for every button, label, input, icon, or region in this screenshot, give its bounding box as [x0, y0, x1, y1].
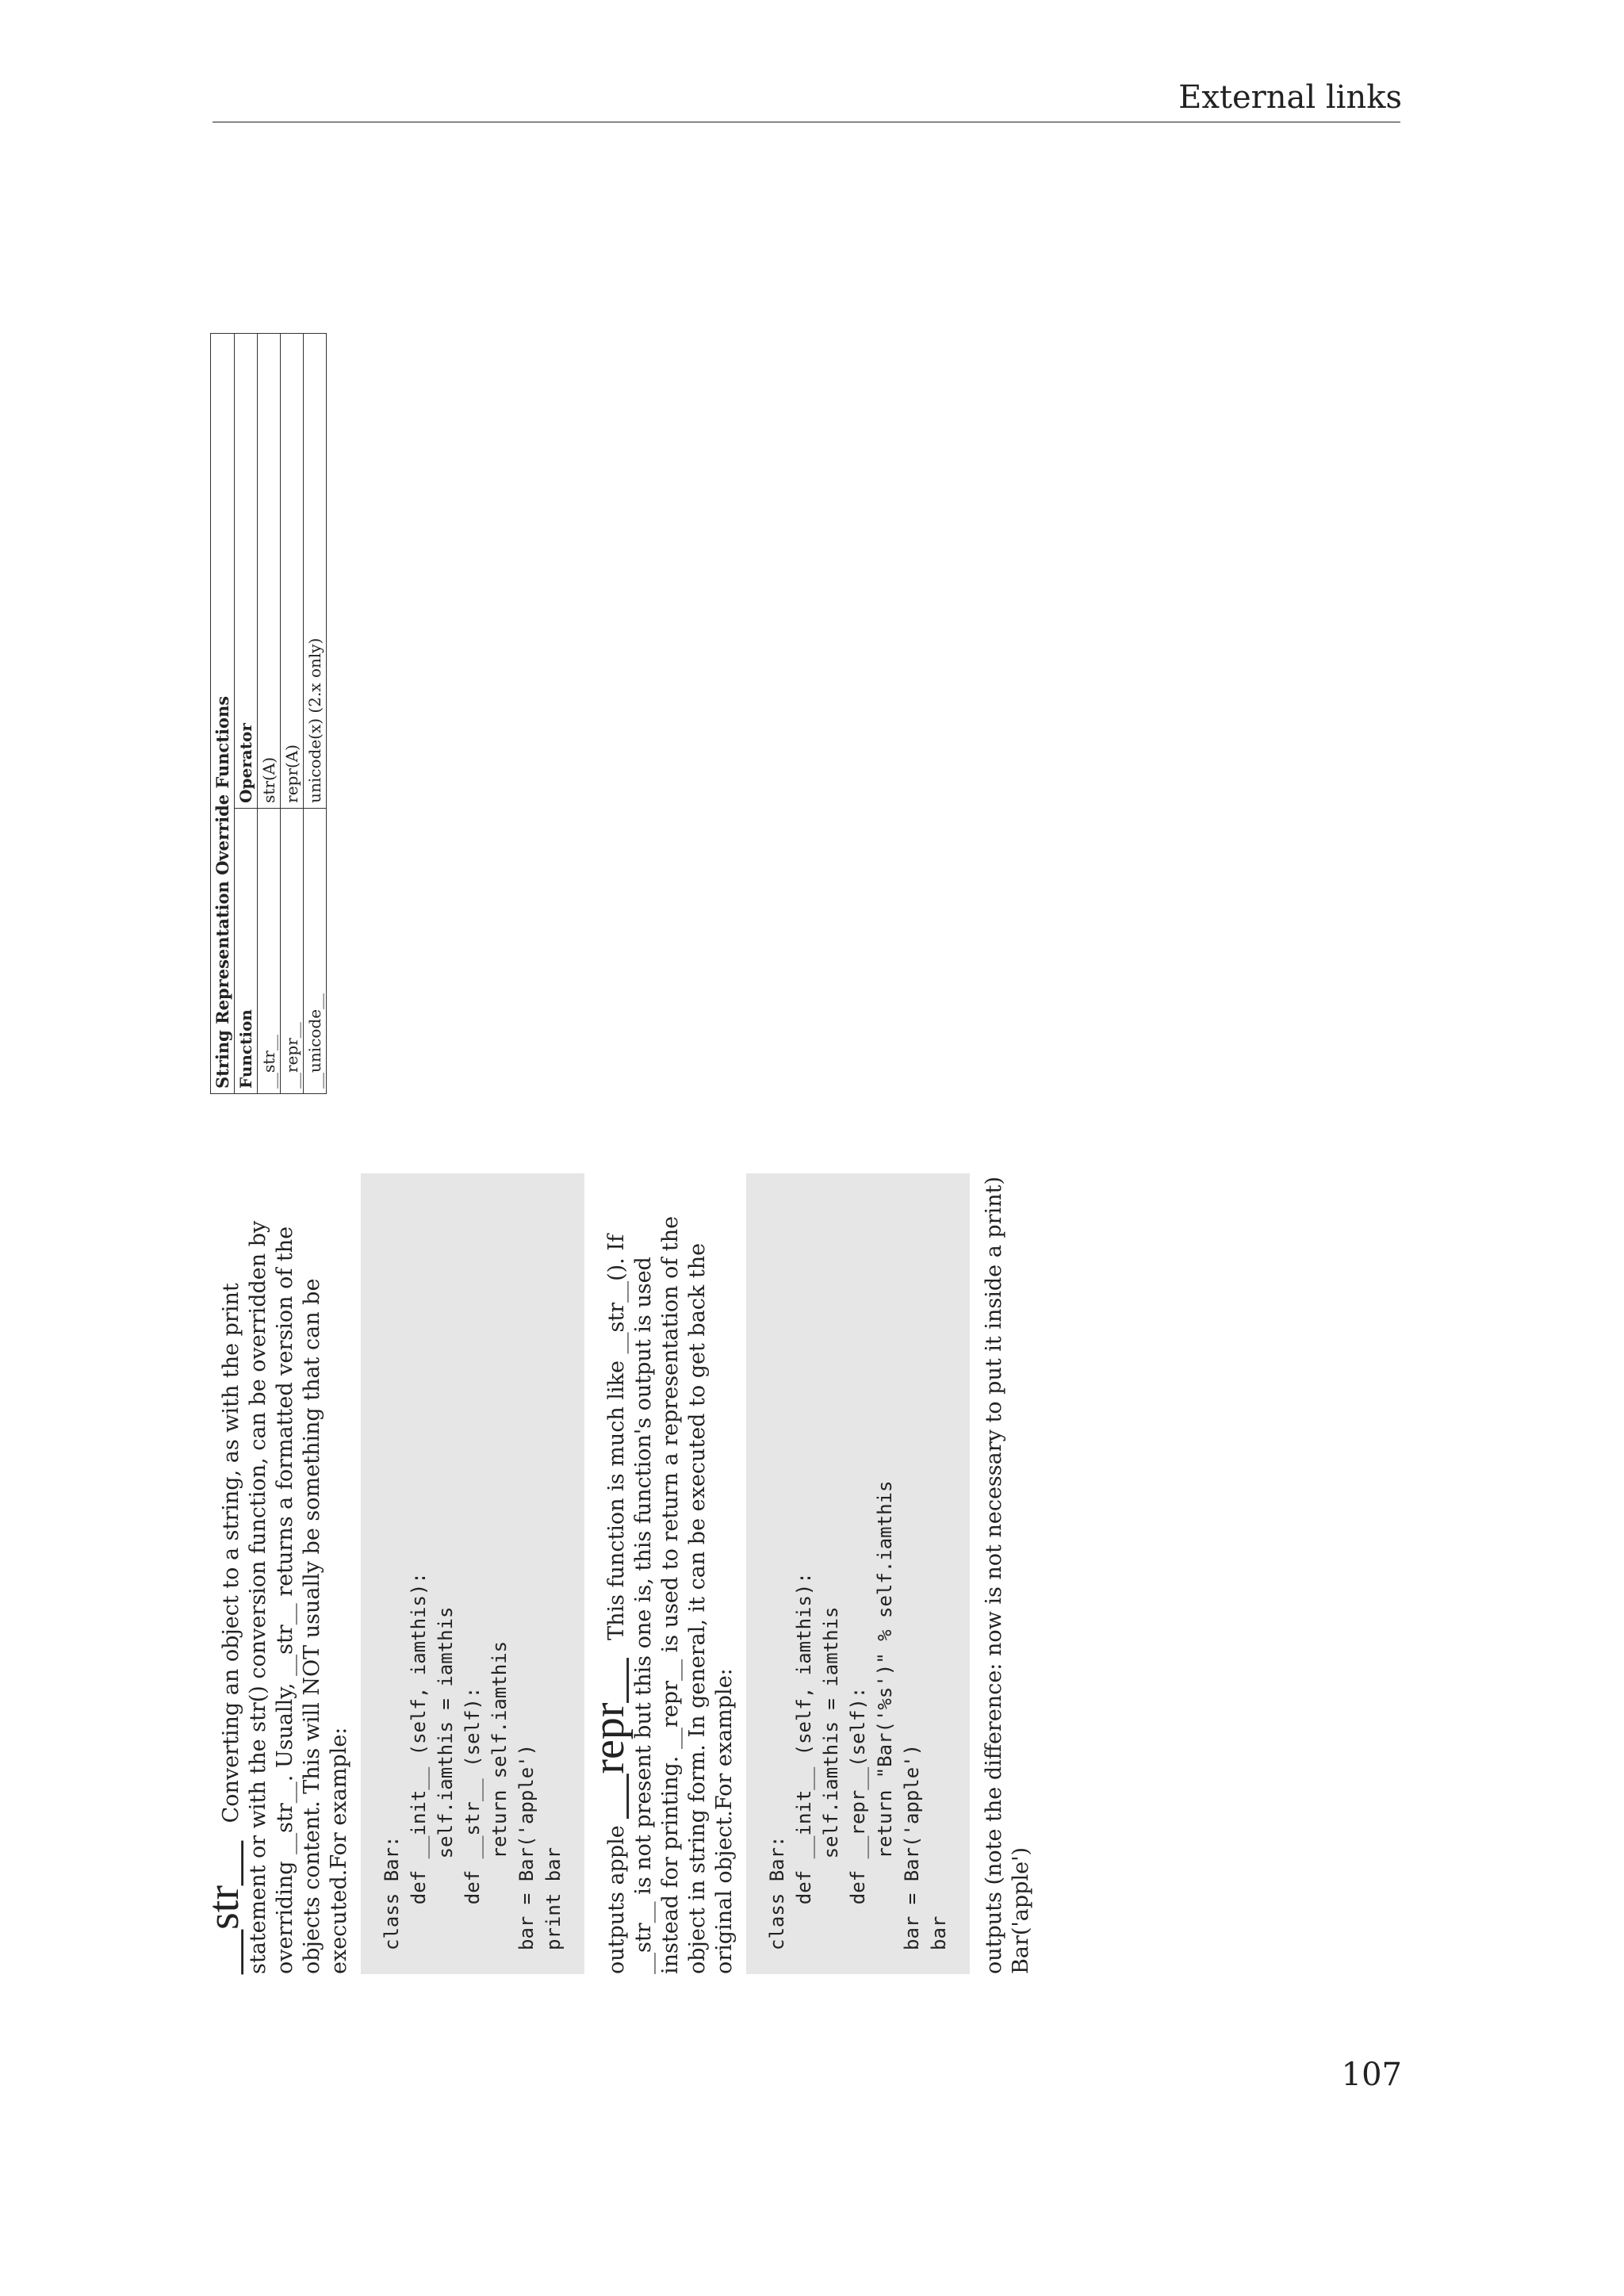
table-cell: __unicode__ [304, 808, 327, 1093]
table-wrapper [210, 333, 327, 1094]
table-cell: __str__ [258, 808, 281, 1093]
table-cell: str(A) [258, 334, 281, 809]
table-row [258, 334, 281, 1094]
table-row [281, 334, 304, 1094]
page-number: 107 [1341, 2057, 1402, 2093]
table-cell: unicode(x) (2.x only) [304, 334, 327, 809]
str-heading: __str__ [199, 1841, 248, 1974]
repr-heading: __repr__ [584, 1658, 634, 1819]
header-rule [213, 121, 1400, 123]
table-cell: repr(A) [281, 334, 304, 809]
repr-paragraph [584, 1173, 738, 1974]
repr-intro: This function is much like __str__(). If __str__ is not present but this one is, this function's output is used instead for printing. __repr__ is used to return a representation of the object in string form. In general, it can be executed to get back the original object.For example: [604, 1215, 737, 1974]
override-table [210, 333, 327, 1094]
table-header-row [235, 334, 258, 1094]
str-code-block: class Bar: def __init__ (self, iamthis): self.iamthis = iamthis def __str__ (self): return self.iamthis bar = Bar('apple') print bar [361, 1173, 584, 1974]
text-column [199, 1173, 1035, 1974]
str-intro: Converting an object to a string, as with the print statement or with the str() conversion function, can be overridden by overriding __str__. Usually, __str__ returns a formatted version of the objects content. This will NOT usually be something that can be executed.For example: [219, 1220, 351, 1974]
table-caption: String Representation Override Functions [210, 333, 234, 1094]
repr-code-block: class Bar: def __init__ (self, iamthis): self.iamthis = iamthis def __repr__(self): return "Bar('%s')" % self.iamthis bar = Bar('apple') bar [746, 1173, 970, 1974]
table-header-function: Function [235, 808, 258, 1093]
str-paragraph [199, 1173, 353, 1974]
table-row [304, 334, 327, 1094]
page-header-title: External links [1178, 79, 1402, 116]
table-header-operator: Operator [235, 334, 258, 809]
repr-lead: outputs apple [604, 1825, 629, 1974]
table-cell: __repr__ [281, 808, 304, 1093]
repr-outro: outputs (note the difference: now is not necessary to put it inside a print) Bar('apple') [982, 1177, 1033, 1974]
rotated-content [199, 317, 1033, 1974]
